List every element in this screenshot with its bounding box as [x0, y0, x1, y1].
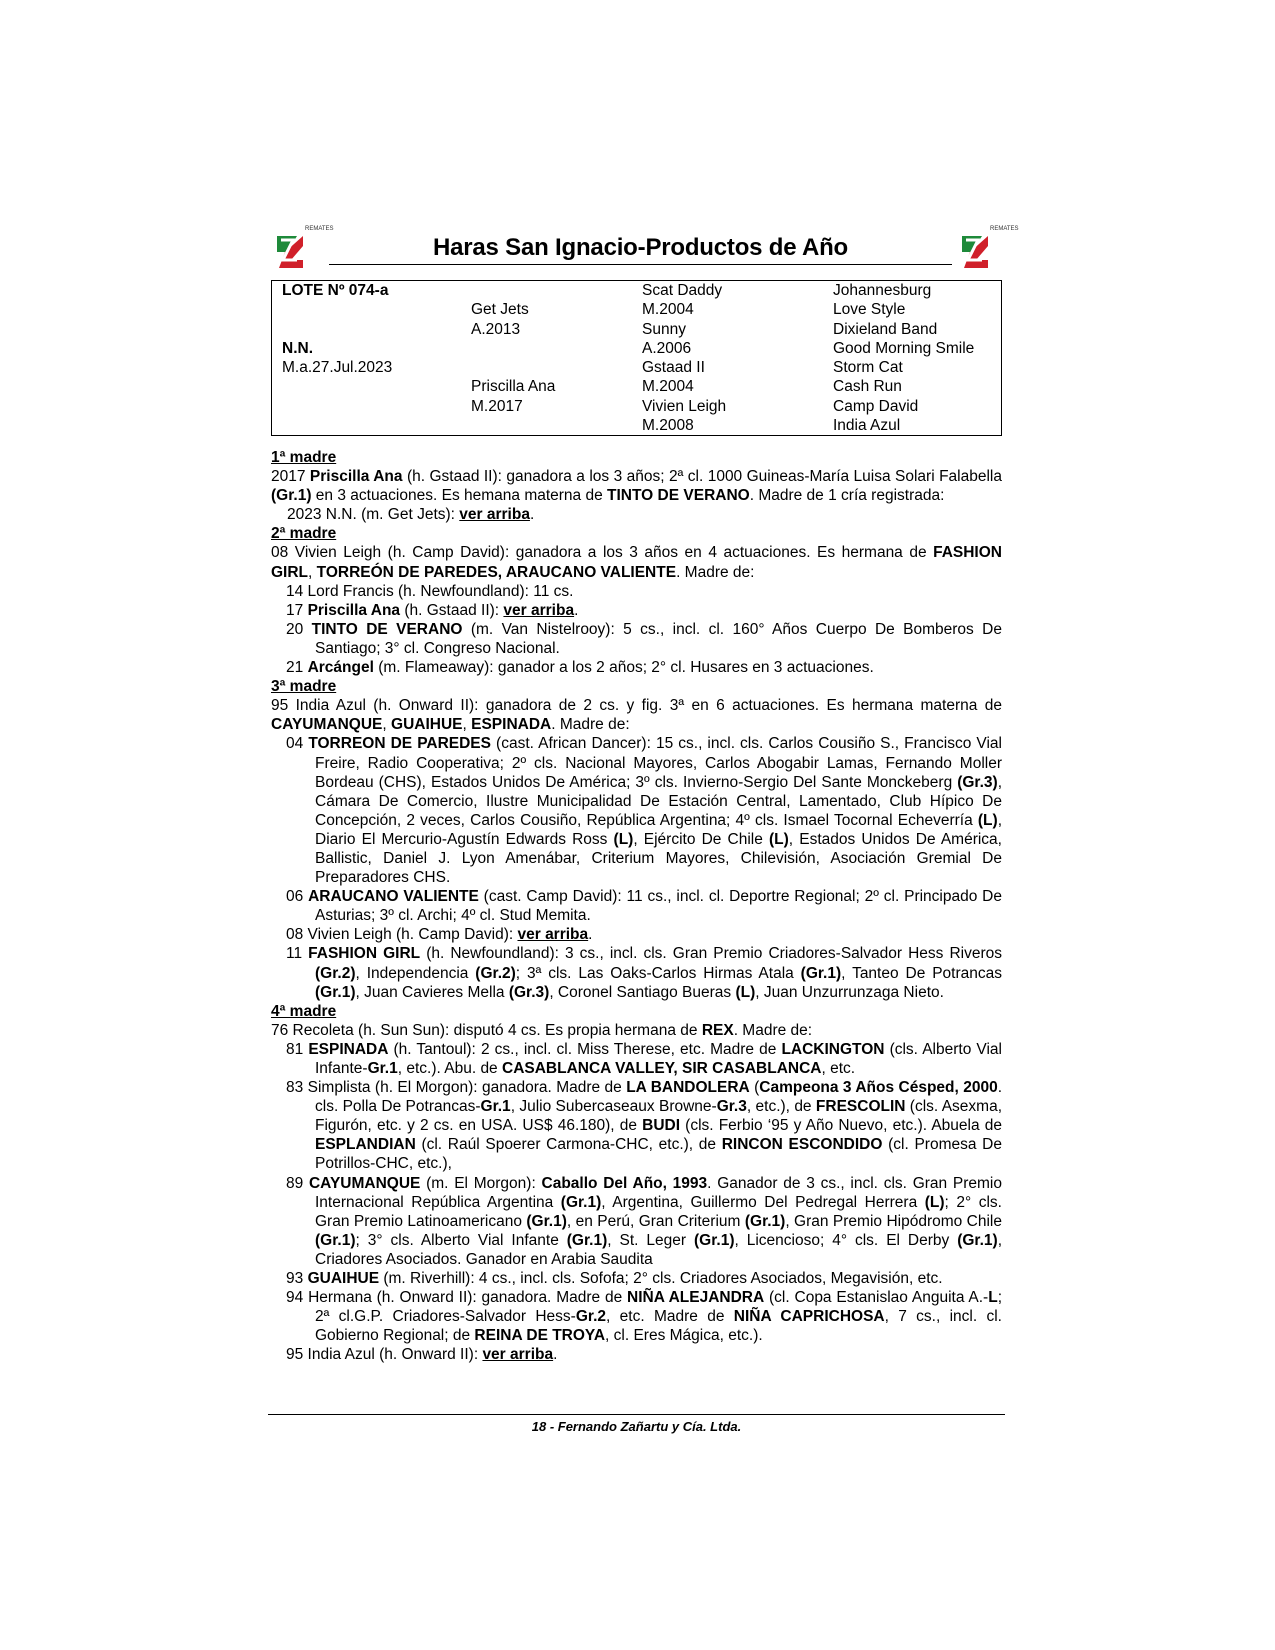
sire-year: A.2013: [471, 320, 521, 338]
dam-year: M.2017: [471, 397, 523, 415]
grandparent-entry: M.2004: [642, 301, 694, 319]
grandparent-entry: Scat Daddy: [642, 282, 723, 299]
produce-entry: 21 Arcángel (m. Flameaway): ganador a los 2 años; 2° cl. Husares en 3 actuaciones.: [286, 659, 874, 677]
lot-number: LOTE Nº 074-a: [282, 282, 389, 299]
produce-entry: 11 FASHION GIRL (h. Newfoundland): 3 cs., incl. cls. Gran Premio Criadores-Salvador Hess Riveros (Gr.2), Independencia (Gr.2); 3ª cls. Las Oaks-Carlos Hirmas Atala (Gr.1), Tanteo De Potrancas (Gr.1), Juan Cavieres Mella (Gr.3), Coronel Santiago Bueras (L), Juan Unzurrunzaga Nieto.: [286, 945, 1002, 1001]
produce-entry: 17 Priscilla Ana (h. Gstaad II): ver arriba.: [286, 601, 579, 619]
great-grandparent-entry: Good Morning Smile: [833, 339, 975, 357]
pedigree-col-1: [282, 281, 392, 377]
catalog-page: [271, 226, 1019, 1365]
ver-arriba-ref: ver arriba: [459, 506, 530, 524]
great-grandparent-entry: Dixieland Band: [833, 320, 938, 338]
ver-arriba-ref: ver arriba: [517, 926, 589, 944]
first-dam-produce: 2023 N.N. (m. Get Jets): ver arriba.: [287, 506, 535, 524]
great-grandparent-entry: Storm Cat: [833, 359, 903, 377]
section-fourth-dam: 4ª madre: [271, 1002, 337, 1020]
produce-entry: 94 Hermana (h. Onward II): ganadora. Madre de NIÑA ALEJANDRA (cl. Copa Estanislao Anguita A.-L; 2ª cl.G.P. Criadores-Salvador Hess-Gr.2, etc. Madre de NIÑA CAPRICHOSA, 7 cs., incl. cl. Gobierno Regional; de REINA DE TROYA, cl. Eres Mágica, etc.).: [286, 1289, 1002, 1345]
dam-name: Priscilla Ana: [471, 378, 556, 396]
pedigree-col-2: [471, 281, 555, 416]
produce-entry: 89 CAYUMANQUE (m. El Morgon): Caballo Del Año, 1993. Ganador de 3 cs., incl. cls. Gran Premio Internacional República Argentina (Gr.1), Argentina, Guillermo Del Pedregal Herrera (L); 2° cls. Gran Premio Latinoamericano (Gr.1), en Perú, Gran Criterium (Gr.1), Gran Premio Hipódromo Chile (Gr.1); 3° cls. Alberto Vial Infante (Gr.1), St. Leger (Gr.1), Licencioso; 4° cls. El Derby (Gr.1), Criadores Asociados. Ganador en Arabia Saudita: [286, 1174, 1003, 1268]
produce-entry: 81 ESPINADA (h. Tantoul): 2 cs., incl. cl. Miss Therese, etc. Madre de LACKINGTON (cls. Alberto Vial Infante-Gr.1, etc.). Abu. de CASABLANCA VALLEY, SIR CASABLANCA, etc.: [286, 1040, 1002, 1077]
grandparent-entry: A.2006: [642, 339, 692, 357]
logo-side-text: REMATES: [990, 226, 1019, 232]
logo-icon: [275, 230, 305, 270]
ver-arriba-ref: ver arriba: [482, 1346, 554, 1364]
section-first-dam: 1ª madre: [271, 449, 337, 466]
produce-entry: 93 GUAIHUE (m. Riverhill): 4 cs., incl. cls. Sofofa; 2° cls. Criadores Asociados, Megavisión, etc.: [286, 1270, 943, 1288]
page-title: Haras San Ignacio-Productos de Año: [329, 234, 952, 265]
zz-remates-logo-left: [271, 226, 334, 276]
produce-record: [271, 448, 1002, 1365]
grandparent-entry: M.2004: [642, 378, 694, 396]
grandparent-entry: Vivien Leigh: [642, 397, 727, 415]
produce-entry: 83 Simplista (h. El Morgon): ganadora. Madre de LA BANDOLERA (Campeona 3 Años Césped, 2000. cls. Polla De Potrancas-Gr.1, Julio Subercaseaux Browne-Gr.3, etc.), de FRESCOLIN (cls. Asexma, Figurón, etc. y 2 cs. en USA. US$ 46.180), de BUDI (cls. Ferbio ‘95 y Año Nuevo, etc.). Abuela de ESPLANDIAN (cl. Raúl Spoerer Carmona-CHC, etc.), de RINCON ESCONDIDO (cl. Promesa De Potrillos-CHC, etc.),: [286, 1079, 1003, 1173]
zz-remates-logo-right: [956, 226, 1019, 276]
fourth-dam-paragraph: 76 Recoleta (h. Sun Sun): disputó 4 cs. Es propia hermana de REX. Madre de:: [271, 1021, 813, 1039]
page-footer: 18 - Fernando Zañartu y Cía. Ltda.: [268, 1414, 1005, 1434]
section-second-dam: 2ª madre: [271, 525, 337, 543]
pedigree-col-3: [642, 281, 726, 435]
pedigree-col-4: [833, 281, 974, 435]
grandparent-entry: M.2008: [642, 417, 694, 435]
page-header: [271, 226, 1019, 276]
great-grandparent-entry: Camp David: [833, 397, 919, 415]
produce-entry: 14 Lord Francis (h. Newfoundland): 11 cs.: [286, 582, 574, 600]
great-grandparent-entry: Johannesburg: [833, 282, 932, 299]
third-dam-paragraph: 95 India Azul (h. Onward II): ganadora de 2 cs. y fig. 3ª en 6 actuaciones. Es hermana materna de CAYUMANQUE, GUAIHUE, ESPINADA. Madre de:: [271, 697, 1002, 734]
great-grandparent-entry: India Azul: [833, 417, 901, 435]
section-third-dam: 3ª madre: [271, 678, 337, 696]
logo-icon: [960, 230, 990, 270]
horse-name: N.N.: [282, 339, 313, 357]
grandparent-entry: Sunny: [642, 320, 686, 338]
sire-name: Get Jets: [471, 301, 529, 319]
second-dam-paragraph: 08 Vivien Leigh (h. Camp David): ganadora a los 3 años en 4 actuaciones. Es hermana de FASHION GIRL, TORREÓN DE PAREDES, ARAUCANO VALIENTE. Madre de:: [271, 544, 1002, 581]
logo-side-text: REMATES: [305, 226, 334, 232]
horse-info: M.a.27.Jul.2023: [282, 359, 393, 377]
first-dam-paragraph: 2017 Priscilla Ana (h. Gstaad II): ganadora a los 3 años; 2ª cl. 1000 Guineas-María Luisa Solari Falabella (Gr.1) en 3 actuaciones. Es hemana materna de TINTO DE VERANO. Madre de 1 cría registrada:: [271, 468, 1002, 505]
great-grandparent-entry: Cash Run: [833, 378, 902, 396]
produce-entry: 04 TORREON DE PAREDES (cast. African Dancer): 15 cs., incl. cls. Carlos Cousiño S., Francisco Vial Freire, Radio Cooperativa; 2º cls. Nacional Mayores, Carlos Abogabir Lamas, Fernando Moller Bordeau (CHS), Estados Unidos De América; 3º cls. Invierno-Sergio Del Sante Monckeberg (Gr.3), Cámara De Comercio, Ilustre Municipalidad De Estación Central, Lamentado, Club Hípico De Concepción, 2 veces, Carlos Cousiño, República Argentina; 4º cls. Ismael Tocornal Echeverría (L), Diario El Mercurio-Agustín Edwards Ross (L), Ejército De Chile (L), Estados Unidos De América, Ballistic, Daniel J. Lyon Amenábar, Criterium Mayores, Chilevisión, Asociación Gremial De Preparadores CHS.: [286, 735, 1002, 887]
pedigree-table: [271, 280, 1002, 436]
produce-entry: 20 TINTO DE VERANO (m. Van Nistelrooy): 5 cs., incl. cl. 160° Años Cuerpo De Bomberos De Santiago; 3° cl. Congreso Nacional.: [286, 620, 1003, 657]
produce-entry: 06 ARAUCANO VALIENTE (cast. Camp David): 11 cs., incl. cl. Deportre Regional; 2º cl. Principado De Asturias; 3º cl. Archi; 4º cl. Stud Memita.: [286, 888, 1002, 925]
produce-entry: 08 Vivien Leigh (h. Camp David): ver arriba.: [286, 926, 593, 944]
ver-arriba-ref: ver arriba: [503, 601, 575, 619]
grandparent-entry: Gstaad II: [642, 359, 705, 377]
great-grandparent-entry: Love Style: [833, 301, 906, 319]
produce-entry: 95 India Azul (h. Onward II): ver arriba.: [286, 1346, 558, 1364]
